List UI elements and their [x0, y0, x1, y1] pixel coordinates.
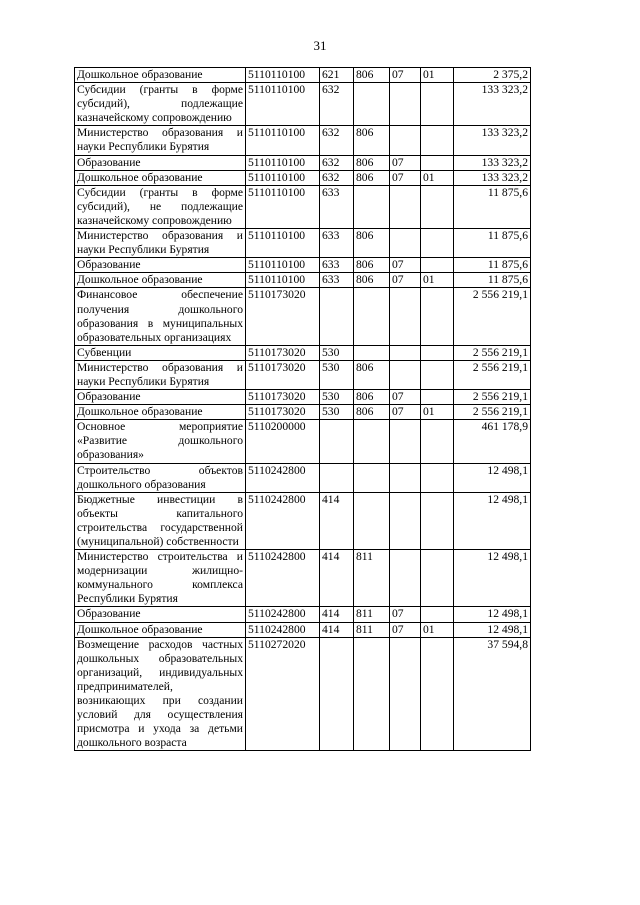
table-row	[75, 637, 531, 751]
table-row	[75, 229, 531, 258]
subsection-code-cell	[421, 345, 454, 360]
section-code-cell	[390, 83, 421, 126]
amount-cell: 2 556 219,1	[454, 405, 531, 420]
ministry-code-cell: 811	[354, 550, 390, 607]
target-article-code-cell: 5110173020	[246, 360, 320, 389]
expense-type-code-cell: 530	[320, 360, 354, 389]
table-row	[75, 622, 531, 637]
expense-type-code-cell: 621	[320, 68, 354, 83]
amount-cell: 133 323,2	[454, 170, 531, 185]
table-row	[75, 360, 531, 389]
subsection-code-cell	[421, 288, 454, 345]
subsection-code-cell: 01	[421, 405, 454, 420]
section-code-cell	[390, 360, 421, 389]
target-article-code-cell: 5110110100	[246, 68, 320, 83]
target-article-code-cell: 5110110100	[246, 155, 320, 170]
subsection-code-cell	[421, 155, 454, 170]
ministry-code-cell: 811	[354, 607, 390, 622]
amount-cell: 12 498,1	[454, 622, 531, 637]
amount-cell: 12 498,1	[454, 492, 531, 549]
expense-type-code-cell	[320, 420, 354, 463]
ministry-code-cell	[354, 83, 390, 126]
item-name-cell: Субвенции	[75, 345, 246, 360]
subsection-code-cell	[421, 360, 454, 389]
ministry-code-cell: 806	[354, 229, 390, 258]
amount-cell: 37 594,8	[454, 637, 531, 751]
expense-type-code-cell: 633	[320, 258, 354, 273]
item-name-cell: Основное мероприятие «Развитие дошкольного образования»	[75, 420, 246, 463]
target-article-code-cell: 5110242800	[246, 622, 320, 637]
section-code-cell	[390, 550, 421, 607]
target-article-code-cell: 5110242800	[246, 492, 320, 549]
amount-cell: 11 875,6	[454, 229, 531, 258]
ministry-code-cell: 806	[354, 126, 390, 155]
ministry-code-cell: 806	[354, 360, 390, 389]
table-row	[75, 68, 531, 83]
table-row	[75, 345, 531, 360]
ministry-code-cell	[354, 420, 390, 463]
target-article-code-cell: 5110110100	[246, 229, 320, 258]
table-row	[75, 170, 531, 185]
section-code-cell: 07	[390, 68, 421, 83]
expense-type-code-cell: 530	[320, 390, 354, 405]
target-article-code-cell: 5110110100	[246, 126, 320, 155]
table-row	[75, 492, 531, 549]
section-code-cell: 07	[390, 622, 421, 637]
section-code-cell	[390, 345, 421, 360]
section-code-cell	[390, 420, 421, 463]
item-name-cell: Министерство образования и науки Республики Бурятия	[75, 360, 246, 389]
expense-type-code-cell: 633	[320, 229, 354, 258]
subsection-code-cell	[421, 390, 454, 405]
subsection-code-cell: 01	[421, 273, 454, 288]
target-article-code-cell: 5110242800	[246, 607, 320, 622]
item-name-cell: Дошкольное образование	[75, 68, 246, 83]
expense-type-code-cell: 530	[320, 405, 354, 420]
item-name-cell: Министерство образования и науки Республики Бурятия	[75, 229, 246, 258]
table-row	[75, 155, 531, 170]
expense-type-code-cell: 632	[320, 170, 354, 185]
section-code-cell	[390, 288, 421, 345]
subsection-code-cell	[421, 185, 454, 228]
ministry-code-cell	[354, 288, 390, 345]
ministry-code-cell: 806	[354, 68, 390, 83]
item-name-cell: Финансовое обеспечение получения дошкольного образования в муниципальных образовательных организациях	[75, 288, 246, 345]
expense-type-code-cell	[320, 463, 354, 492]
expense-type-code-cell: 632	[320, 126, 354, 155]
expense-type-code-cell	[320, 637, 354, 751]
amount-cell: 12 498,1	[454, 463, 531, 492]
expense-type-code-cell: 414	[320, 492, 354, 549]
item-name-cell: Дошкольное образование	[75, 405, 246, 420]
item-name-cell: Субсидии (гранты в форме субсидий), не подлежащие казначейскому сопровождению	[75, 185, 246, 228]
expense-type-code-cell: 633	[320, 185, 354, 228]
subsection-code-cell: 01	[421, 68, 454, 83]
table-row	[75, 258, 531, 273]
item-name-cell: Образование	[75, 258, 246, 273]
amount-cell: 133 323,2	[454, 126, 531, 155]
target-article-code-cell: 5110110100	[246, 273, 320, 288]
section-code-cell: 07	[390, 273, 421, 288]
amount-cell: 12 498,1	[454, 550, 531, 607]
section-code-cell: 07	[390, 390, 421, 405]
subsection-code-cell	[421, 126, 454, 155]
amount-cell: 12 498,1	[454, 607, 531, 622]
table-row	[75, 607, 531, 622]
ministry-code-cell: 806	[354, 390, 390, 405]
table-row	[75, 420, 531, 463]
ministry-code-cell: 806	[354, 170, 390, 185]
table-row	[75, 273, 531, 288]
expense-type-code-cell	[320, 288, 354, 345]
item-name-cell: Дошкольное образование	[75, 273, 246, 288]
expense-type-code-cell: 414	[320, 550, 354, 607]
table-row	[75, 126, 531, 155]
table-row	[75, 405, 531, 420]
section-code-cell: 07	[390, 155, 421, 170]
item-name-cell: Дошкольное образование	[75, 170, 246, 185]
ministry-code-cell	[354, 637, 390, 751]
item-name-cell: Образование	[75, 155, 246, 170]
item-name-cell: Образование	[75, 607, 246, 622]
target-article-code-cell: 5110242800	[246, 463, 320, 492]
ministry-code-cell: 806	[354, 405, 390, 420]
section-code-cell: 07	[390, 607, 421, 622]
item-name-cell: Дошкольное образование	[75, 622, 246, 637]
expense-type-code-cell: 530	[320, 345, 354, 360]
item-name-cell: Строительство объектов дошкольного образования	[75, 463, 246, 492]
amount-cell: 133 323,2	[454, 155, 531, 170]
target-article-code-cell: 5110110100	[246, 185, 320, 228]
budget-table	[74, 67, 531, 751]
table-row	[75, 83, 531, 126]
item-name-cell: Возмещение расходов частных дошкольных образовательных организаций, индивидуальных предпринимателей, возникающих при создании условий для осуществления присмотра и ухода за детьми дошкольного возраста	[75, 637, 246, 751]
item-name-cell: Субсидии (гранты в форме субсидий), подлежащие казначейскому сопровождению	[75, 83, 246, 126]
ministry-code-cell: 806	[354, 258, 390, 273]
amount-cell: 2 556 219,1	[454, 390, 531, 405]
amount-cell: 11 875,6	[454, 185, 531, 228]
section-code-cell	[390, 126, 421, 155]
table-row	[75, 390, 531, 405]
table-row	[75, 550, 531, 607]
target-article-code-cell: 5110173020	[246, 390, 320, 405]
section-code-cell: 07	[390, 258, 421, 273]
section-code-cell	[390, 492, 421, 549]
amount-cell: 11 875,6	[454, 273, 531, 288]
subsection-code-cell	[421, 492, 454, 549]
subsection-code-cell	[421, 420, 454, 463]
amount-cell: 133 323,2	[454, 83, 531, 126]
table-body	[75, 68, 531, 751]
amount-cell: 461 178,9	[454, 420, 531, 463]
ministry-code-cell: 811	[354, 622, 390, 637]
target-article-code-cell: 5110110100	[246, 83, 320, 126]
item-name-cell: Министерство строительства и модернизации жилищно-коммунального комплекса Республики Бурятия	[75, 550, 246, 607]
target-article-code-cell: 5110110100	[246, 170, 320, 185]
section-code-cell	[390, 463, 421, 492]
section-code-cell	[390, 637, 421, 751]
subsection-code-cell: 01	[421, 170, 454, 185]
subsection-code-cell	[421, 607, 454, 622]
amount-cell: 11 875,6	[454, 258, 531, 273]
amount-cell: 2 556 219,1	[454, 360, 531, 389]
amount-cell: 2 556 219,1	[454, 345, 531, 360]
target-article-code-cell: 5110272020	[246, 637, 320, 751]
amount-cell: 2 375,2	[454, 68, 531, 83]
item-name-cell: Министерство образования и науки Республики Бурятия	[75, 126, 246, 155]
expense-type-code-cell: 414	[320, 607, 354, 622]
target-article-code-cell: 5110110100	[246, 258, 320, 273]
item-name-cell: Образование	[75, 390, 246, 405]
ministry-code-cell	[354, 492, 390, 549]
subsection-code-cell	[421, 258, 454, 273]
amount-cell: 2 556 219,1	[454, 288, 531, 345]
target-article-code-cell: 5110173020	[246, 405, 320, 420]
subsection-code-cell	[421, 637, 454, 751]
subsection-code-cell: 01	[421, 622, 454, 637]
subsection-code-cell	[421, 550, 454, 607]
ministry-code-cell	[354, 463, 390, 492]
target-article-code-cell: 5110173020	[246, 345, 320, 360]
page-number: 31	[313, 38, 327, 53]
subsection-code-cell	[421, 83, 454, 126]
expense-type-code-cell: 633	[320, 273, 354, 288]
section-code-cell	[390, 185, 421, 228]
target-article-code-cell: 5110200000	[246, 420, 320, 463]
ministry-code-cell: 806	[354, 273, 390, 288]
target-article-code-cell: 5110173020	[246, 288, 320, 345]
table-row	[75, 288, 531, 345]
section-code-cell: 07	[390, 405, 421, 420]
expense-type-code-cell: 632	[320, 155, 354, 170]
expense-type-code-cell: 632	[320, 83, 354, 126]
ministry-code-cell	[354, 345, 390, 360]
section-code-cell	[390, 229, 421, 258]
subsection-code-cell	[421, 463, 454, 492]
subsection-code-cell	[421, 229, 454, 258]
table-row	[75, 463, 531, 492]
expense-type-code-cell: 414	[320, 622, 354, 637]
ministry-code-cell	[354, 185, 390, 228]
section-code-cell: 07	[390, 170, 421, 185]
item-name-cell: Бюджетные инвестиции в объекты капитального строительства государственной (муниципальной) собственности	[75, 492, 246, 549]
target-article-code-cell: 5110242800	[246, 550, 320, 607]
table-row	[75, 185, 531, 228]
ministry-code-cell: 806	[354, 155, 390, 170]
